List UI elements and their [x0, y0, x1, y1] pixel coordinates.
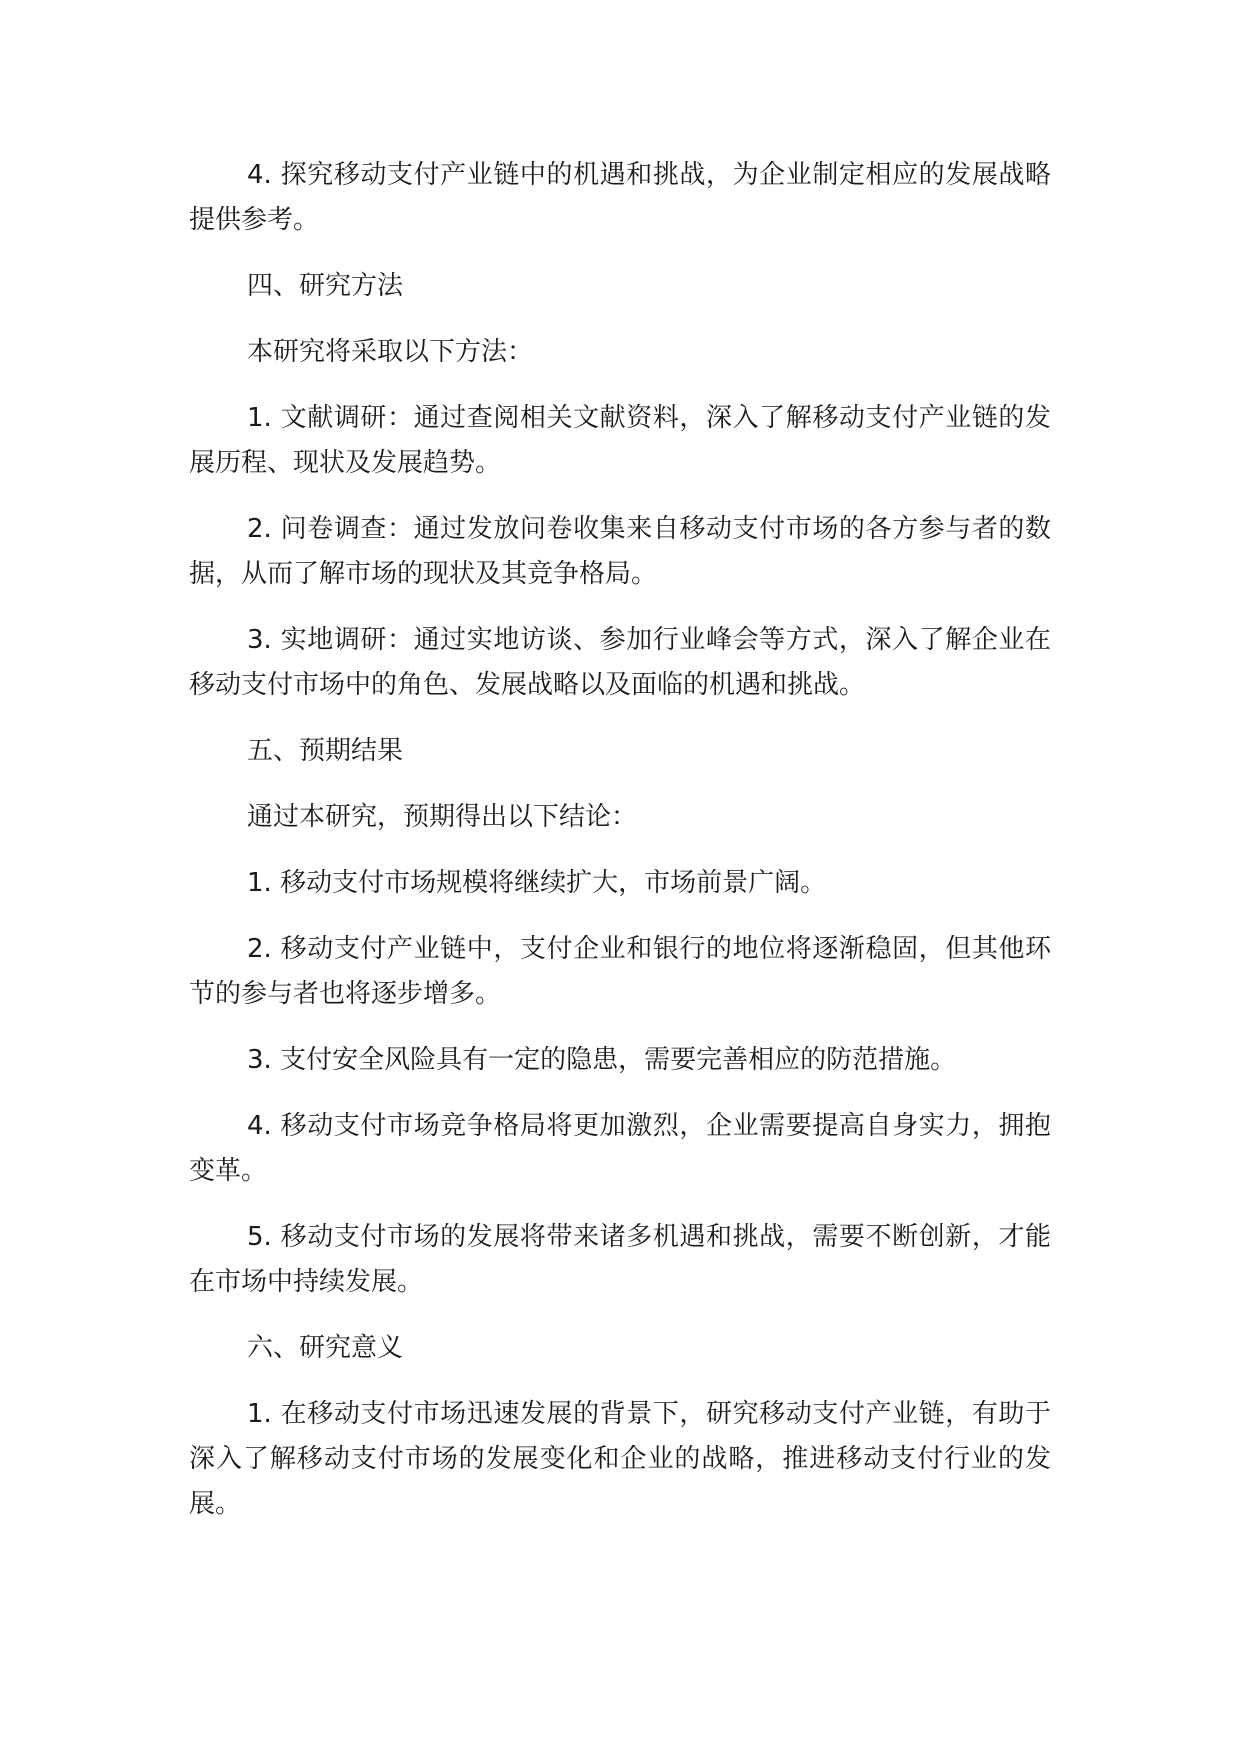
paragraph-result-4: 4. 移动支付市场竞争格局将更加激烈，企业需要提高自身实力，拥抱变革。 — [189, 1111, 1051, 1186]
paragraph-significance-1: 1. 在移动支付市场迅速发展的背景下，研究移动支付产业链，有助于深入了解移动支付市场的发展变化和企业的战略，推进移动支付行业的发展。 — [189, 1399, 1051, 1519]
paragraph-objective-4: 4. 探究移动支付产业链中的机遇和挑战，为企业制定相应的发展战略提供参考。 — [189, 160, 1051, 235]
paragraph-method-1: 1. 文献调研：通过查阅相关文献资料，深入了解移动支付产业链的发展历程、现状及发展趋势。 — [189, 403, 1051, 478]
section-heading-expected-results: 五、预期结果 — [247, 736, 404, 766]
paragraph-result-2: 2. 移动支付产业链中，支付企业和银行的地位将逐渐稳固，但其他环节的参与者也将逐步增多。 — [189, 934, 1051, 1009]
paragraph-results-intro: 通过本研究，预期得出以下结论： — [247, 802, 638, 832]
paragraph-result-5: 5. 移动支付市场的发展将带来诸多机遇和挑战，需要不断创新，才能在市场中持续发展。 — [189, 1222, 1051, 1297]
section-heading-significance: 六、研究意义 — [247, 1333, 404, 1363]
paragraph-methods-intro: 本研究将采取以下方法： — [247, 337, 534, 367]
paragraph-method-2: 2. 问卷调查：通过发放问卷收集来自移动支付市场的各方参与者的数据，从而了解市场的现状及其竞争格局。 — [189, 514, 1051, 589]
paragraph-result-3: 3. 支付安全风险具有一定的隐患，需要完善相应的防范措施。 — [247, 1045, 957, 1075]
document-body — [189, 153, 1051, 1527]
paragraph-method-3: 3. 实地调研：通过实地访谈、参加行业峰会等方式，深入了解企业在移动支付市场中的角色、发展战略以及面临的机遇和挑战。 — [189, 625, 1051, 700]
section-heading-methods: 四、研究方法 — [247, 271, 404, 301]
paragraph-result-1: 1. 移动支付市场规模将继续扩大，市场前景广阔。 — [247, 868, 827, 898]
